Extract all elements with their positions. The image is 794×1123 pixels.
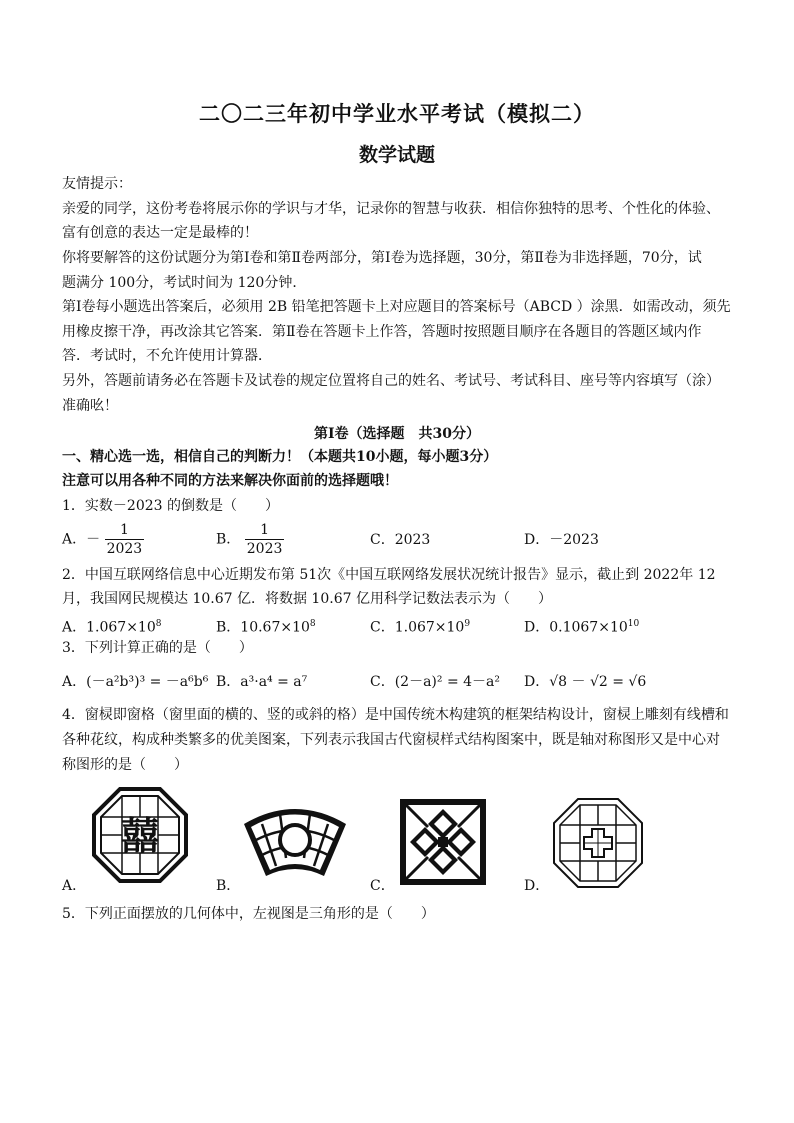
q2-a-exponent: 8 <box>155 619 162 629</box>
q4-option-d: D． <box>524 878 550 894</box>
intro-line-9: 准确吆！ <box>62 398 118 414</box>
intro-line-8: 另外，答题前请务必在答题卡及试卷的规定位置将自己的姓名、考试号、考试科目、座号等内容填写（涂） <box>62 373 720 389</box>
section-title: 第Ⅰ卷（选择题 共30分） <box>313 426 481 442</box>
q2-b-exponent: 8 <box>309 619 316 629</box>
q1-option-a <box>62 521 144 558</box>
q3-stem: 3．下列计算正确的是（ ） <box>62 640 253 656</box>
intro-line-1: 亲爱的同学，这份考卷将展示你的学识与才华，记录你的智慧与收获．相信你独特的思考、个性化的体验、 <box>62 201 720 217</box>
q2-d-exponent: 10 <box>627 619 640 629</box>
lattice-a-image <box>92 787 188 883</box>
q1-option-b <box>216 521 284 558</box>
q1-a-fraction <box>105 521 145 558</box>
section-heading: 一、精心选一选，相信自己的判断力！（本题共10小题，每小题3分） <box>62 449 498 465</box>
q2-option-b <box>216 614 316 638</box>
q2-b-base: B．10.67×10 <box>216 619 310 636</box>
q1-a-label: A．－ <box>62 531 101 548</box>
intro-line-7: 答．考试时，不允许使用计算器． <box>62 348 272 364</box>
q5-stem: 5．下列正面摆放的几何体中，左视图是三角形的是（ ） <box>62 906 435 922</box>
q2-c-exponent: 9 <box>464 619 471 629</box>
q4-stem-3: 称图形的是（ ） <box>62 757 188 773</box>
q1-option-c: C．2023 <box>370 532 431 548</box>
q2-stem-1: 2．中国互联网络信息中心近期发布第 51次《中国互联网络发展状况统计报告》显示，截止到 2022年 12 <box>62 567 716 583</box>
lattice-a-glyph: 囍 <box>120 814 160 858</box>
exam-title: 二〇二三年初中学业水平考试（模拟二） <box>199 101 595 126</box>
q2-d-base: D．0.1067×10 <box>524 619 628 636</box>
intro-line-6: 用橡皮擦干净，再改涂其它答案．第Ⅱ卷在答题卡上作答，答题时按照题目顺序在各题目的答题区域内作 <box>62 324 702 340</box>
q1-a-numerator: 1 <box>105 521 145 540</box>
q4-option-b: B． <box>216 878 241 894</box>
q1-b-label: B． <box>216 531 241 548</box>
q2-option-d <box>524 614 639 638</box>
q1-stem: 1．实数－2023 的倒数是（ ） <box>62 498 279 514</box>
intro-line-4: 题满分 100分，考试时间为 120分钟． <box>62 275 307 291</box>
intro-line-3: 你将要解答的这份试题分为第Ⅰ卷和第Ⅱ卷两部分，第Ⅰ卷为选择题，30分，第Ⅱ卷为非选择题，70分，试 <box>62 250 702 266</box>
q3-option-d: D．√8 － √2 = √6 <box>524 674 647 690</box>
q3-option-b: B．a³·a⁴ = a⁷ <box>216 674 308 690</box>
q1-a-denominator: 2023 <box>106 541 143 557</box>
q2-option-c <box>370 614 470 638</box>
lattice-d-image <box>552 797 644 889</box>
intro-line-5: 第Ⅰ卷每小题选出答案后，必须用 2B 铅笔把答题卡上对应题目的答案标号（ABCD ）涂黑．如需改动，须先 <box>62 299 731 315</box>
section-note: 注意可以用各种不同的方法来解决你面前的选择题哦！ <box>62 473 398 489</box>
q2-option-a <box>62 614 161 638</box>
q2-a-base: A．1.067×10 <box>62 619 156 636</box>
q1-b-fraction <box>245 521 285 558</box>
q4-stem-2: 各种花纹，构成种类繁多的优美图案，下列表示我国古代窗棂样式结构图案中，既是轴对称图形又是中心对 <box>62 732 720 748</box>
exam-subtitle: 数学试题 <box>358 144 435 166</box>
q4-stem-1: 4．窗棂即窗格（窗里面的横的、竖的或斜的格）是中国传统木构建筑的框架结构设计，窗棂上雕刻有线槽和 <box>62 707 729 723</box>
q4-option-c: C． <box>370 878 395 894</box>
intro-line-2: 富有创意的表达一定是最棒的！ <box>62 225 258 241</box>
q1-option-d: D．－2023 <box>524 532 599 548</box>
intro-label: 友情提示： <box>62 176 132 192</box>
q3-option-a: A．(－a²b³)³ = －a⁶b⁶ <box>62 674 209 690</box>
q1-b-denominator: 2023 <box>246 541 283 557</box>
lattice-c-image <box>398 797 488 887</box>
q2-stem-2: 月，我国网民规模达 10.67 亿．将数据 10.67 亿用科学记数法表示为（ ） <box>62 591 552 607</box>
q1-b-numerator: 1 <box>245 521 285 540</box>
q3-option-c: C．(2－a)² = 4－a² <box>370 674 500 690</box>
q2-c-base: C．1.067×10 <box>370 619 465 636</box>
lattice-b-image <box>240 800 350 885</box>
q4-option-a: A． <box>62 878 87 894</box>
